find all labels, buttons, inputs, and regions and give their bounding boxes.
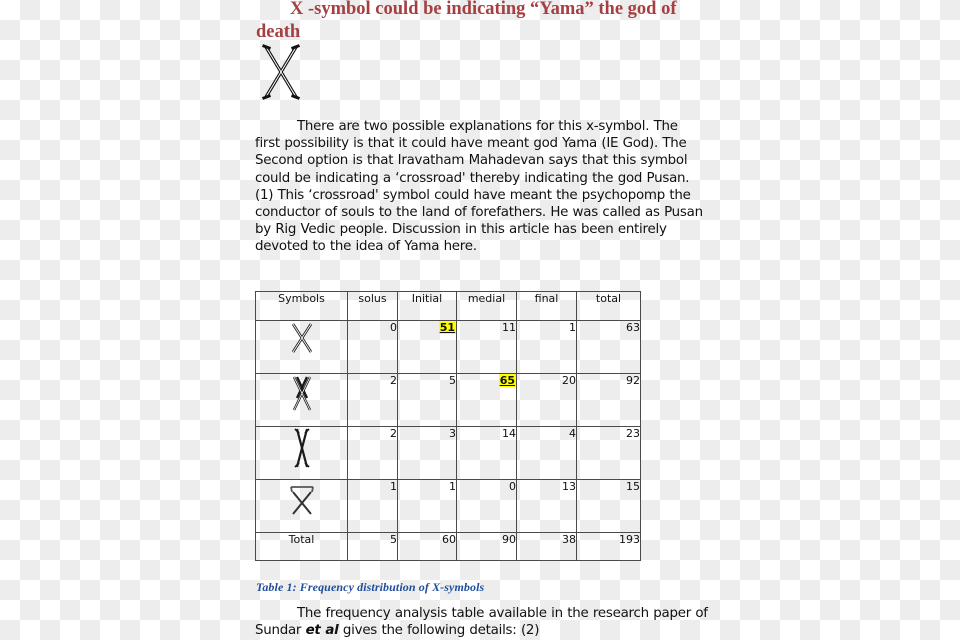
frequency-distribution-table bbox=[255, 291, 641, 561]
cell-total: 15 bbox=[577, 480, 641, 533]
table-caption: Table 1: Frequency distribution of X-symbols bbox=[256, 580, 485, 594]
paragraph-text-after: gives the following details: (2) bbox=[338, 623, 540, 639]
table-header-row bbox=[256, 292, 641, 321]
x-symbol-plain-icon bbox=[256, 321, 348, 374]
total-solus: 5 bbox=[348, 533, 398, 561]
table-row bbox=[256, 321, 641, 374]
column-header-total: total bbox=[577, 292, 641, 321]
x-symbol-outline-icon bbox=[252, 41, 310, 103]
table-row bbox=[256, 427, 641, 480]
table-row bbox=[256, 480, 641, 533]
cell-solus: 0 bbox=[348, 321, 398, 374]
cell-final: 4 bbox=[517, 427, 577, 480]
cell-initial: 3 bbox=[398, 427, 457, 480]
column-header-final: final bbox=[517, 292, 577, 321]
x-symbol-double-arms-icon bbox=[256, 374, 348, 427]
cell-final: 13 bbox=[517, 480, 577, 533]
table-row bbox=[256, 374, 641, 427]
cell-medial: 14 bbox=[457, 427, 517, 480]
total-medial: 90 bbox=[457, 533, 517, 561]
cell-solus: 1 bbox=[348, 480, 398, 533]
column-header-initial: Initial bbox=[398, 292, 457, 321]
cell-final: 20 bbox=[517, 374, 577, 427]
paragraph-explanations: There are two possible explanations for this x-symbol. The first possibility is that it could have meant god Yama (IE God). The Second option is that Iravatham Mahadevan says that this symbol could be indicating a ‘crossroad' thereby indicating the god Pusan. (1) This ‘crossroad' symbol could have meant the psychopomp the conductor of souls to the land of forefathers. He was called as Pusan by Rig Vedic people. Discussion in this article has been entirely devoted to the idea of Yama here. bbox=[255, 119, 703, 255]
paragraph-text-before: The frequency analysis table available in the research paper of Sundar bbox=[255, 606, 708, 639]
total-final: 38 bbox=[517, 533, 577, 561]
paragraph-emphasis-et-al: et al bbox=[305, 623, 339, 639]
column-header-medial: medial bbox=[457, 292, 517, 321]
total-initial: 60 bbox=[398, 533, 457, 561]
cell-final: 1 bbox=[517, 321, 577, 374]
cell-total: 23 bbox=[577, 427, 641, 480]
highlighted-value: 65 bbox=[499, 374, 515, 387]
cell-total: 92 bbox=[577, 374, 641, 427]
cell-initial bbox=[398, 321, 457, 374]
total-total: 193 bbox=[577, 533, 641, 561]
cell-medial: 11 bbox=[457, 321, 517, 374]
cell-solus: 2 bbox=[348, 374, 398, 427]
column-header-solus: solus bbox=[348, 292, 398, 321]
total-label: Total bbox=[256, 533, 348, 561]
x-symbol-tall-icon bbox=[256, 427, 348, 480]
paragraph-frequency-analysis bbox=[255, 605, 710, 639]
x-symbol-barred-icon bbox=[256, 480, 348, 533]
cell-initial: 5 bbox=[398, 374, 457, 427]
cell-medial: 0 bbox=[457, 480, 517, 533]
table-total-row bbox=[256, 533, 641, 561]
cell-medial bbox=[457, 374, 517, 427]
page-title: X -symbol could be indicating “Yama” the god of death bbox=[256, 0, 677, 42]
cell-initial: 1 bbox=[398, 480, 457, 533]
cell-solus: 2 bbox=[348, 427, 398, 480]
cell-total: 63 bbox=[577, 321, 641, 374]
column-header-symbols: Symbols bbox=[256, 292, 348, 321]
highlighted-value: 51 bbox=[439, 321, 455, 334]
